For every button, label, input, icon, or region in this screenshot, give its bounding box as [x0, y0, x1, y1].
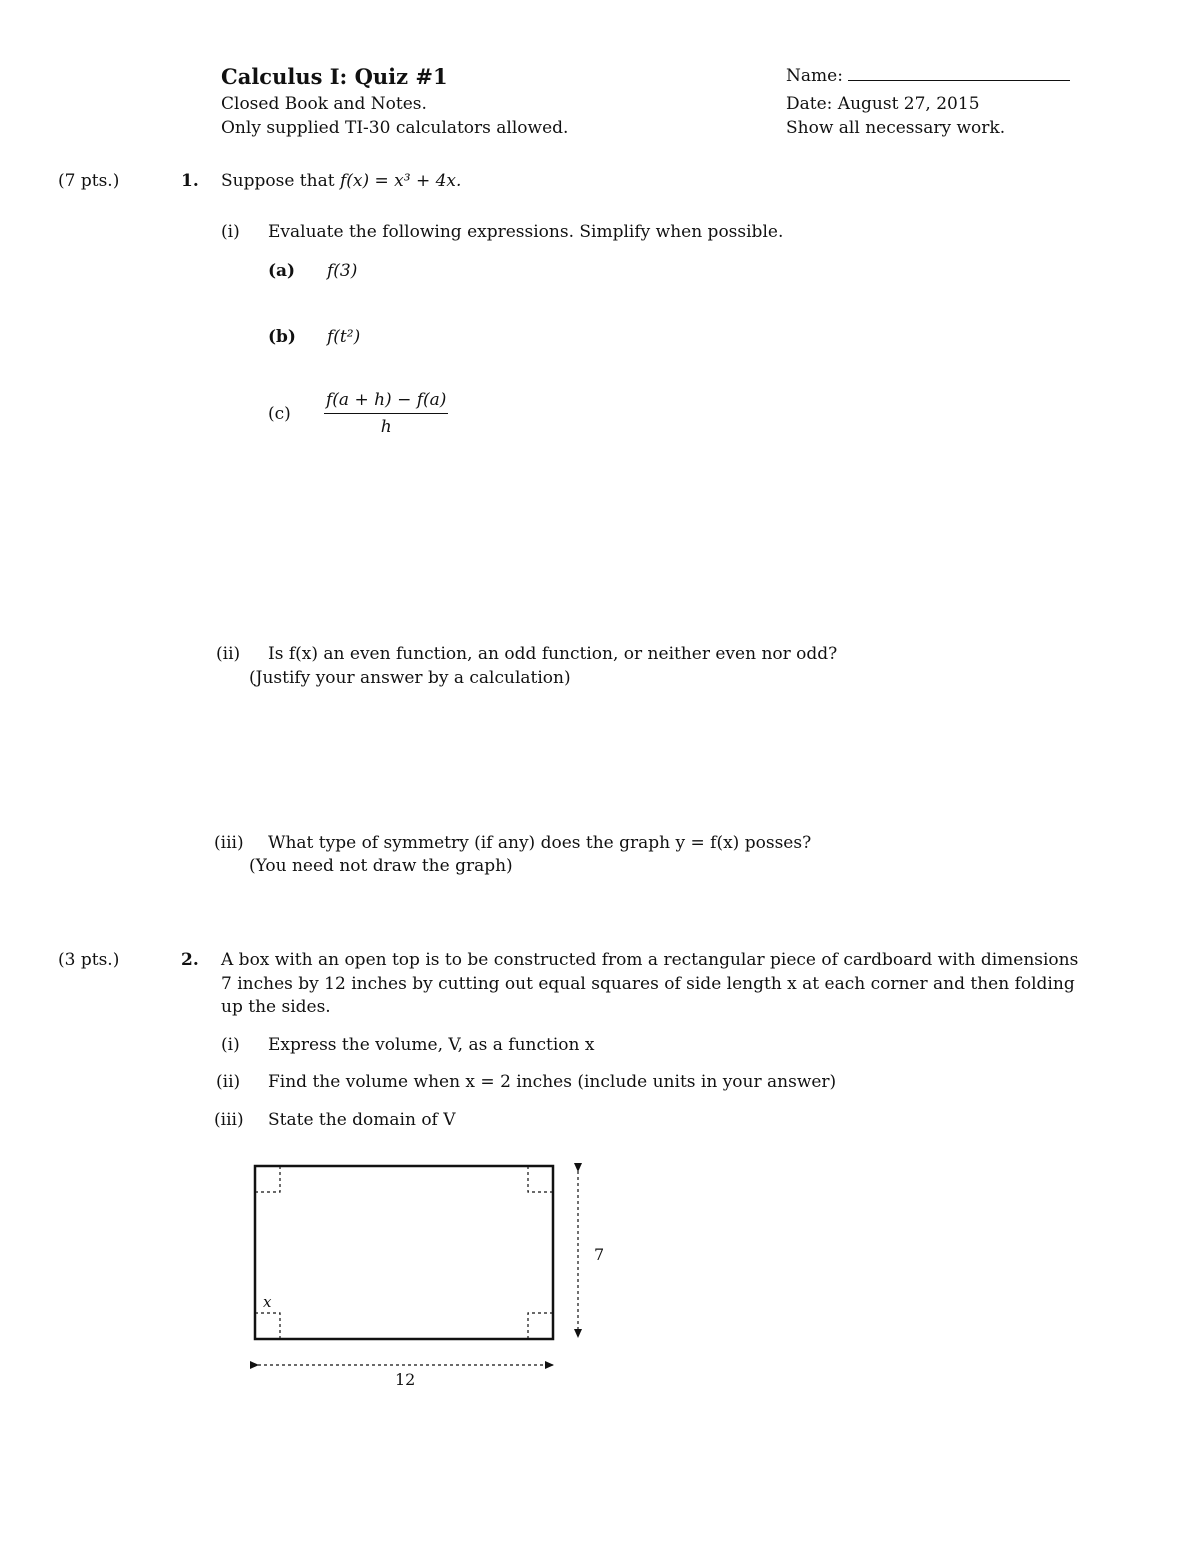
q2-points: (3 pts.) [58, 950, 120, 970]
corner-square-top-right [528, 1166, 553, 1192]
calculator-note: Only supplied TI-30 calculators allowed. [221, 118, 569, 138]
q1-part-ii-note: (Justify your answer by a calculation) [249, 668, 571, 688]
q1-prompt-text: Suppose that [221, 171, 335, 191]
height-label: 7 [594, 1245, 605, 1264]
q1-b-expression: f(t²) [327, 327, 361, 347]
q1-part-iii-text: What type of symmetry (if any) does the graph y = f(x) posses? [268, 833, 812, 853]
cardboard-rectangle [255, 1166, 553, 1339]
q2-number: 2. [181, 950, 199, 970]
name-blank-line [848, 66, 1070, 81]
corner-square-top-left [255, 1166, 280, 1192]
q2-text-line3: up the sides. [221, 997, 331, 1017]
q1-part-i-label: (i) [221, 222, 240, 242]
name-label: Name: [786, 66, 843, 86]
q2-part-i-text: Express the volume, V, as a function x [268, 1035, 595, 1055]
quiz-title: Calculus I: Quiz #1 [221, 64, 448, 89]
closed-book-note: Closed Book and Notes. [221, 94, 427, 114]
corner-square-bottom-right [528, 1313, 553, 1339]
q1-part-ii-text: Is f(x) an even function, an odd function, or neither even nor odd? [268, 644, 838, 664]
q2-part-ii-text: Find the volume when x = 2 inches (include units in your answer) [268, 1072, 837, 1092]
q2-text-line1: A box with an open top is to be constructed from a rectangular piece of cardboard with dimensions [221, 950, 1079, 970]
q1-function: f(x) = x³ + 4x. [339, 171, 462, 191]
name-field[interactable] [786, 66, 1070, 86]
q1-c-numerator: f(a + h) − f(a) [324, 390, 448, 414]
q1-part-iii-label: (iii) [214, 833, 244, 853]
quiz-date: Date: August 27, 2015 [786, 94, 980, 114]
q1-number: 1. [181, 171, 199, 191]
q2-text-line2: 7 inches by 12 inches by cutting out equal squares of side length x at each corner and then folding [221, 974, 1075, 994]
q1-b-label: (b) [268, 327, 296, 347]
q1-part-ii-label: (ii) [216, 644, 241, 664]
q1-part-iii-note: (You need not draw the graph) [249, 856, 513, 876]
corner-square-bottom-left [255, 1313, 280, 1339]
q2-part-iii-label: (iii) [214, 1110, 244, 1130]
q2-part-ii-label: (ii) [216, 1072, 241, 1092]
work-instruction: Show all necessary work. [786, 118, 1006, 138]
q1-prompt [221, 171, 461, 191]
q1-a-expression: f(3) [327, 261, 358, 281]
q1-part-i-text: Evaluate the following expressions. Simplify when possible. [268, 222, 784, 242]
corner-side-label: x [263, 1293, 272, 1311]
cardboard-figure [240, 1155, 620, 1395]
q2-part-iii-text: State the domain of V [268, 1110, 456, 1130]
q1-c-denominator: h [380, 417, 392, 437]
q2-part-i-label: (i) [221, 1035, 240, 1055]
q1-a-label: (a) [268, 261, 296, 281]
q1-points: (7 pts.) [58, 171, 120, 191]
q1-c-fraction [324, 390, 448, 437]
width-label: 12 [395, 1370, 416, 1389]
q1-c-label: (c) [268, 404, 291, 424]
